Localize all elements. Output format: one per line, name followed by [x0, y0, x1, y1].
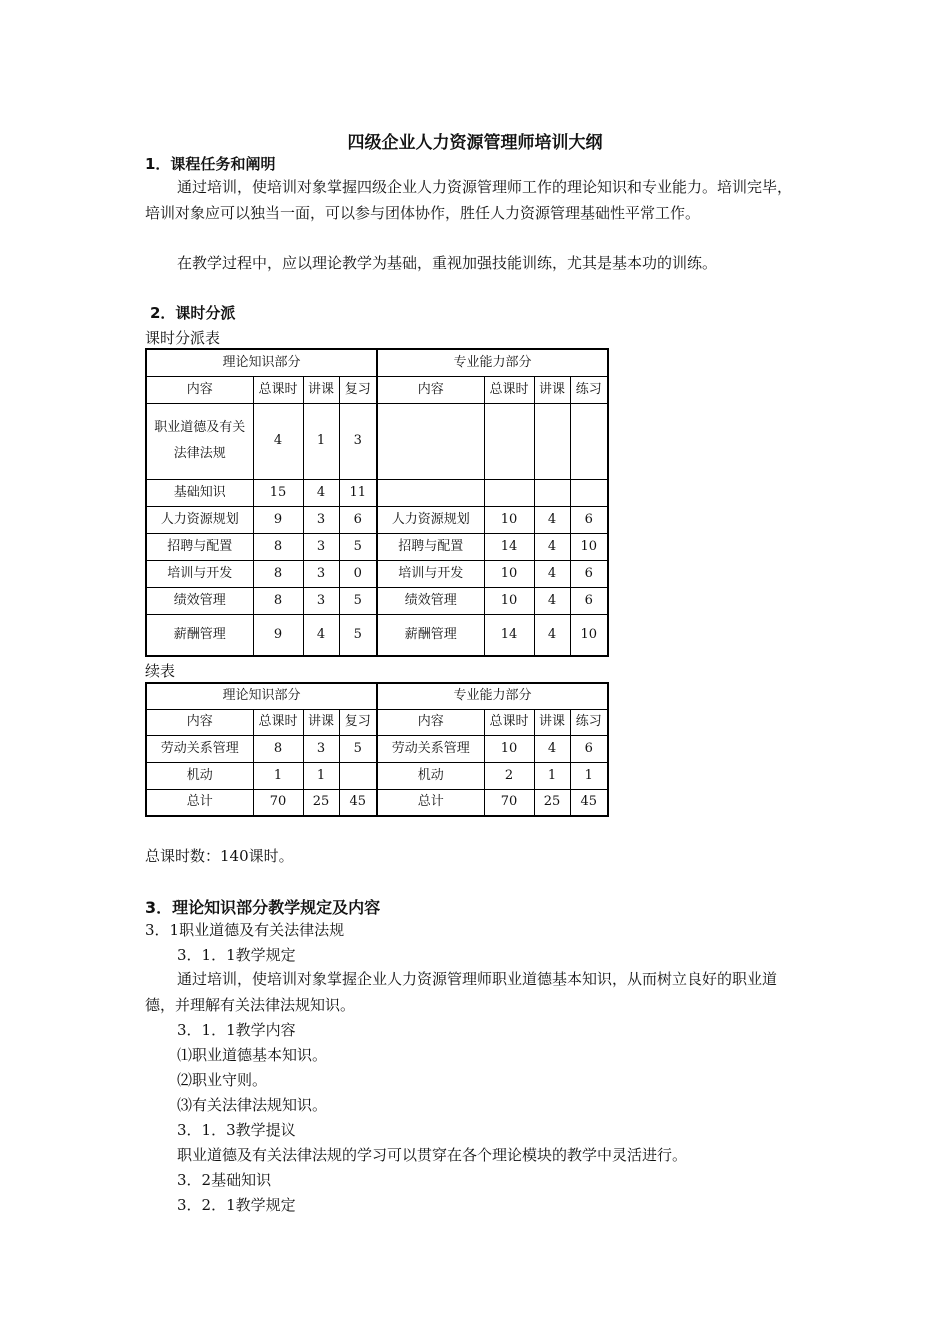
table-cell: 薪酬管理 — [146, 614, 253, 656]
col-total-header: 总课时 — [484, 376, 534, 403]
table-cell: 14 — [484, 533, 534, 560]
subsection-3-2: 3．2基础知识 — [177, 1171, 272, 1189]
table-row — [146, 533, 608, 560]
table-cell: 2 — [484, 762, 534, 789]
table-cell: 11 — [339, 479, 377, 506]
table-cell: 1 — [253, 762, 303, 789]
table-row — [146, 762, 608, 789]
table-cell: 14 — [484, 614, 534, 656]
table-cell: 3 — [303, 533, 339, 560]
table-cell — [484, 479, 534, 506]
table-cell: 8 — [253, 560, 303, 587]
table-cell — [534, 479, 570, 506]
table-cell: 45 — [339, 789, 377, 816]
col-lecture-header: 讲课 — [534, 709, 570, 735]
table-cell: 8 — [253, 735, 303, 762]
col-total-header: 总课时 — [253, 709, 303, 735]
table-cell: 6 — [570, 506, 608, 533]
table-cell: 3 — [303, 560, 339, 587]
section-1-para-2: 在教学过程中，应以理论教学为基础，重视加强技能训练，尤其是基本功的训练。 — [177, 254, 718, 272]
table-cell: 1 — [570, 762, 608, 789]
table-row — [146, 789, 608, 816]
table-cell: 8 — [253, 587, 303, 614]
table-cell — [534, 403, 570, 479]
theory-group-header: 理论知识部分 — [146, 349, 377, 376]
table-cell: 总计 — [146, 789, 253, 816]
section-3-para-2: 职业道德及有关法律法规的学习可以贯穿在各个理论模块的教学中灵活进行。 — [177, 1146, 688, 1164]
table-cell: 5 — [339, 614, 377, 656]
table-cell: 6 — [570, 560, 608, 587]
table-cell: 0 — [339, 560, 377, 587]
subsection-3-1-3: 3．1．3教学提议 — [177, 1121, 296, 1139]
table-cell — [377, 479, 484, 506]
schedule-table-caption: 课时分派表 — [145, 329, 221, 347]
table-row — [146, 735, 608, 762]
table-row — [146, 560, 608, 587]
col-practice-header: 练习 — [570, 709, 608, 735]
table-cell — [570, 403, 608, 479]
theory-group-header: 理论知识部分 — [146, 683, 377, 709]
table-cell: 3 — [303, 735, 339, 762]
table-cell: 10 — [484, 560, 534, 587]
table-cell: 4 — [534, 533, 570, 560]
table-row — [146, 403, 608, 479]
table-cell: 3 — [303, 506, 339, 533]
col-lecture-header: 讲课 — [303, 376, 339, 403]
table-cell: 8 — [253, 533, 303, 560]
table-cell: 3 — [303, 587, 339, 614]
col-review-header: 复习 — [339, 376, 377, 403]
table-cell: 45 — [570, 789, 608, 816]
col-lecture-header: 讲课 — [303, 709, 339, 735]
table-cell: 薪酬管理 — [377, 614, 484, 656]
table-cell: 5 — [339, 587, 377, 614]
table-cell: 6 — [339, 506, 377, 533]
table-cell: 6 — [570, 735, 608, 762]
col-total-header: 总课时 — [484, 709, 534, 735]
section-1-heading: 1．课程任务和阐明 — [145, 155, 276, 173]
table-cell: 5 — [339, 735, 377, 762]
section-2-heading: 2．课时分派 — [150, 304, 236, 322]
table-cell: 25 — [534, 789, 570, 816]
table-cell: 4 — [303, 479, 339, 506]
skill-group-header: 专业能力部分 — [377, 349, 608, 376]
table-row — [146, 479, 608, 506]
list-item: ⑶有关法律法规知识。 — [177, 1096, 328, 1114]
table-cell: 绩效管理 — [146, 587, 253, 614]
table-cell: 10 — [570, 614, 608, 656]
schedule-table — [145, 348, 609, 657]
table-cell: 9 — [253, 506, 303, 533]
table-cell — [484, 403, 534, 479]
continued-table — [145, 682, 609, 817]
col-total-header: 总课时 — [253, 376, 303, 403]
continued-table-caption: 续表 — [145, 662, 176, 680]
table-cell: 人力资源规划 — [146, 506, 253, 533]
subsection-3-2-1: 3．2．1教学规定 — [177, 1196, 296, 1214]
table-cell: 15 — [253, 479, 303, 506]
table-cell: 4 — [534, 560, 570, 587]
table-cell: 10 — [570, 533, 608, 560]
skill-group-header: 专业能力部分 — [377, 683, 608, 709]
table-cell: 25 — [303, 789, 339, 816]
col-content-header: 内容 — [377, 709, 484, 735]
table-cell: 总计 — [377, 789, 484, 816]
col-review-header: 复习 — [339, 709, 377, 735]
table-cell: 劳动关系管理 — [146, 735, 253, 762]
table-cell: 4 — [303, 614, 339, 656]
table-cell: 70 — [253, 789, 303, 816]
table-cell: 培训与开发 — [377, 560, 484, 587]
section-3-heading: 3．理论知识部分教学规定及内容 — [145, 898, 381, 917]
table-cell — [339, 762, 377, 789]
table-cell: 招聘与配置 — [377, 533, 484, 560]
table-cell: 3 — [339, 403, 377, 479]
total-hours-note: 总课时数：140课时。 — [145, 847, 294, 865]
table-cell — [377, 403, 484, 479]
table-cell: 培训与开发 — [146, 560, 253, 587]
table-cell — [570, 479, 608, 506]
col-content-header: 内容 — [146, 376, 253, 403]
table-cell: 机动 — [377, 762, 484, 789]
col-practice-header: 练习 — [570, 376, 608, 403]
table-cell: 70 — [484, 789, 534, 816]
table-cell: 职业道德及有关法律法规 — [146, 403, 253, 479]
table-cell: 1 — [303, 762, 339, 789]
table-cell: 10 — [484, 735, 534, 762]
table-cell: 4 — [534, 614, 570, 656]
section-3-para-1: 通过培训，使培训对象掌握企业人力资源管理师职业道德基本知识，从而树立良好的职业道德，并理解有关法律法规知识。 — [145, 970, 778, 1014]
table-cell: 9 — [253, 614, 303, 656]
table-cell: 4 — [534, 587, 570, 614]
table-cell: 绩效管理 — [377, 587, 484, 614]
table-cell: 4 — [534, 735, 570, 762]
list-item: ⑴职业道德基本知识。 — [177, 1046, 328, 1064]
table-cell: 劳动关系管理 — [377, 735, 484, 762]
table-cell: 6 — [570, 587, 608, 614]
list-item: ⑵职业守则。 — [177, 1071, 268, 1089]
table-row — [146, 506, 608, 533]
table-cell: 4 — [253, 403, 303, 479]
col-content-header: 内容 — [377, 376, 484, 403]
table-cell: 招聘与配置 — [146, 533, 253, 560]
table-cell: 1 — [303, 403, 339, 479]
col-lecture-header: 讲课 — [534, 376, 570, 403]
subsection-3-1-2: 3．1．1教学内容 — [177, 1021, 296, 1039]
table-cell: 10 — [484, 587, 534, 614]
table-row — [146, 614, 608, 656]
document-title: 四级企业人力资源管理师培训大纲 — [347, 133, 603, 153]
col-content-header: 内容 — [146, 709, 253, 735]
table-cell: 4 — [534, 506, 570, 533]
table-row — [146, 587, 608, 614]
table-cell: 10 — [484, 506, 534, 533]
table-cell: 机动 — [146, 762, 253, 789]
table-cell: 人力资源规划 — [377, 506, 484, 533]
subsection-3-1-1: 3．1．1教学规定 — [177, 946, 296, 964]
table-cell: 1 — [534, 762, 570, 789]
subsection-3-1: 3．1职业道德及有关法律法规 — [145, 921, 345, 939]
section-1-para-1: 通过培训，使培训对象掌握四级企业人力资源管理师工作的理论知识和专业能力。培训完毕，培训对象应可以独当一面，可以参与团体协作，胜任人力资源管理基础性平常工作。 — [145, 178, 793, 222]
table-cell: 基础知识 — [146, 479, 253, 506]
table-cell: 5 — [339, 533, 377, 560]
